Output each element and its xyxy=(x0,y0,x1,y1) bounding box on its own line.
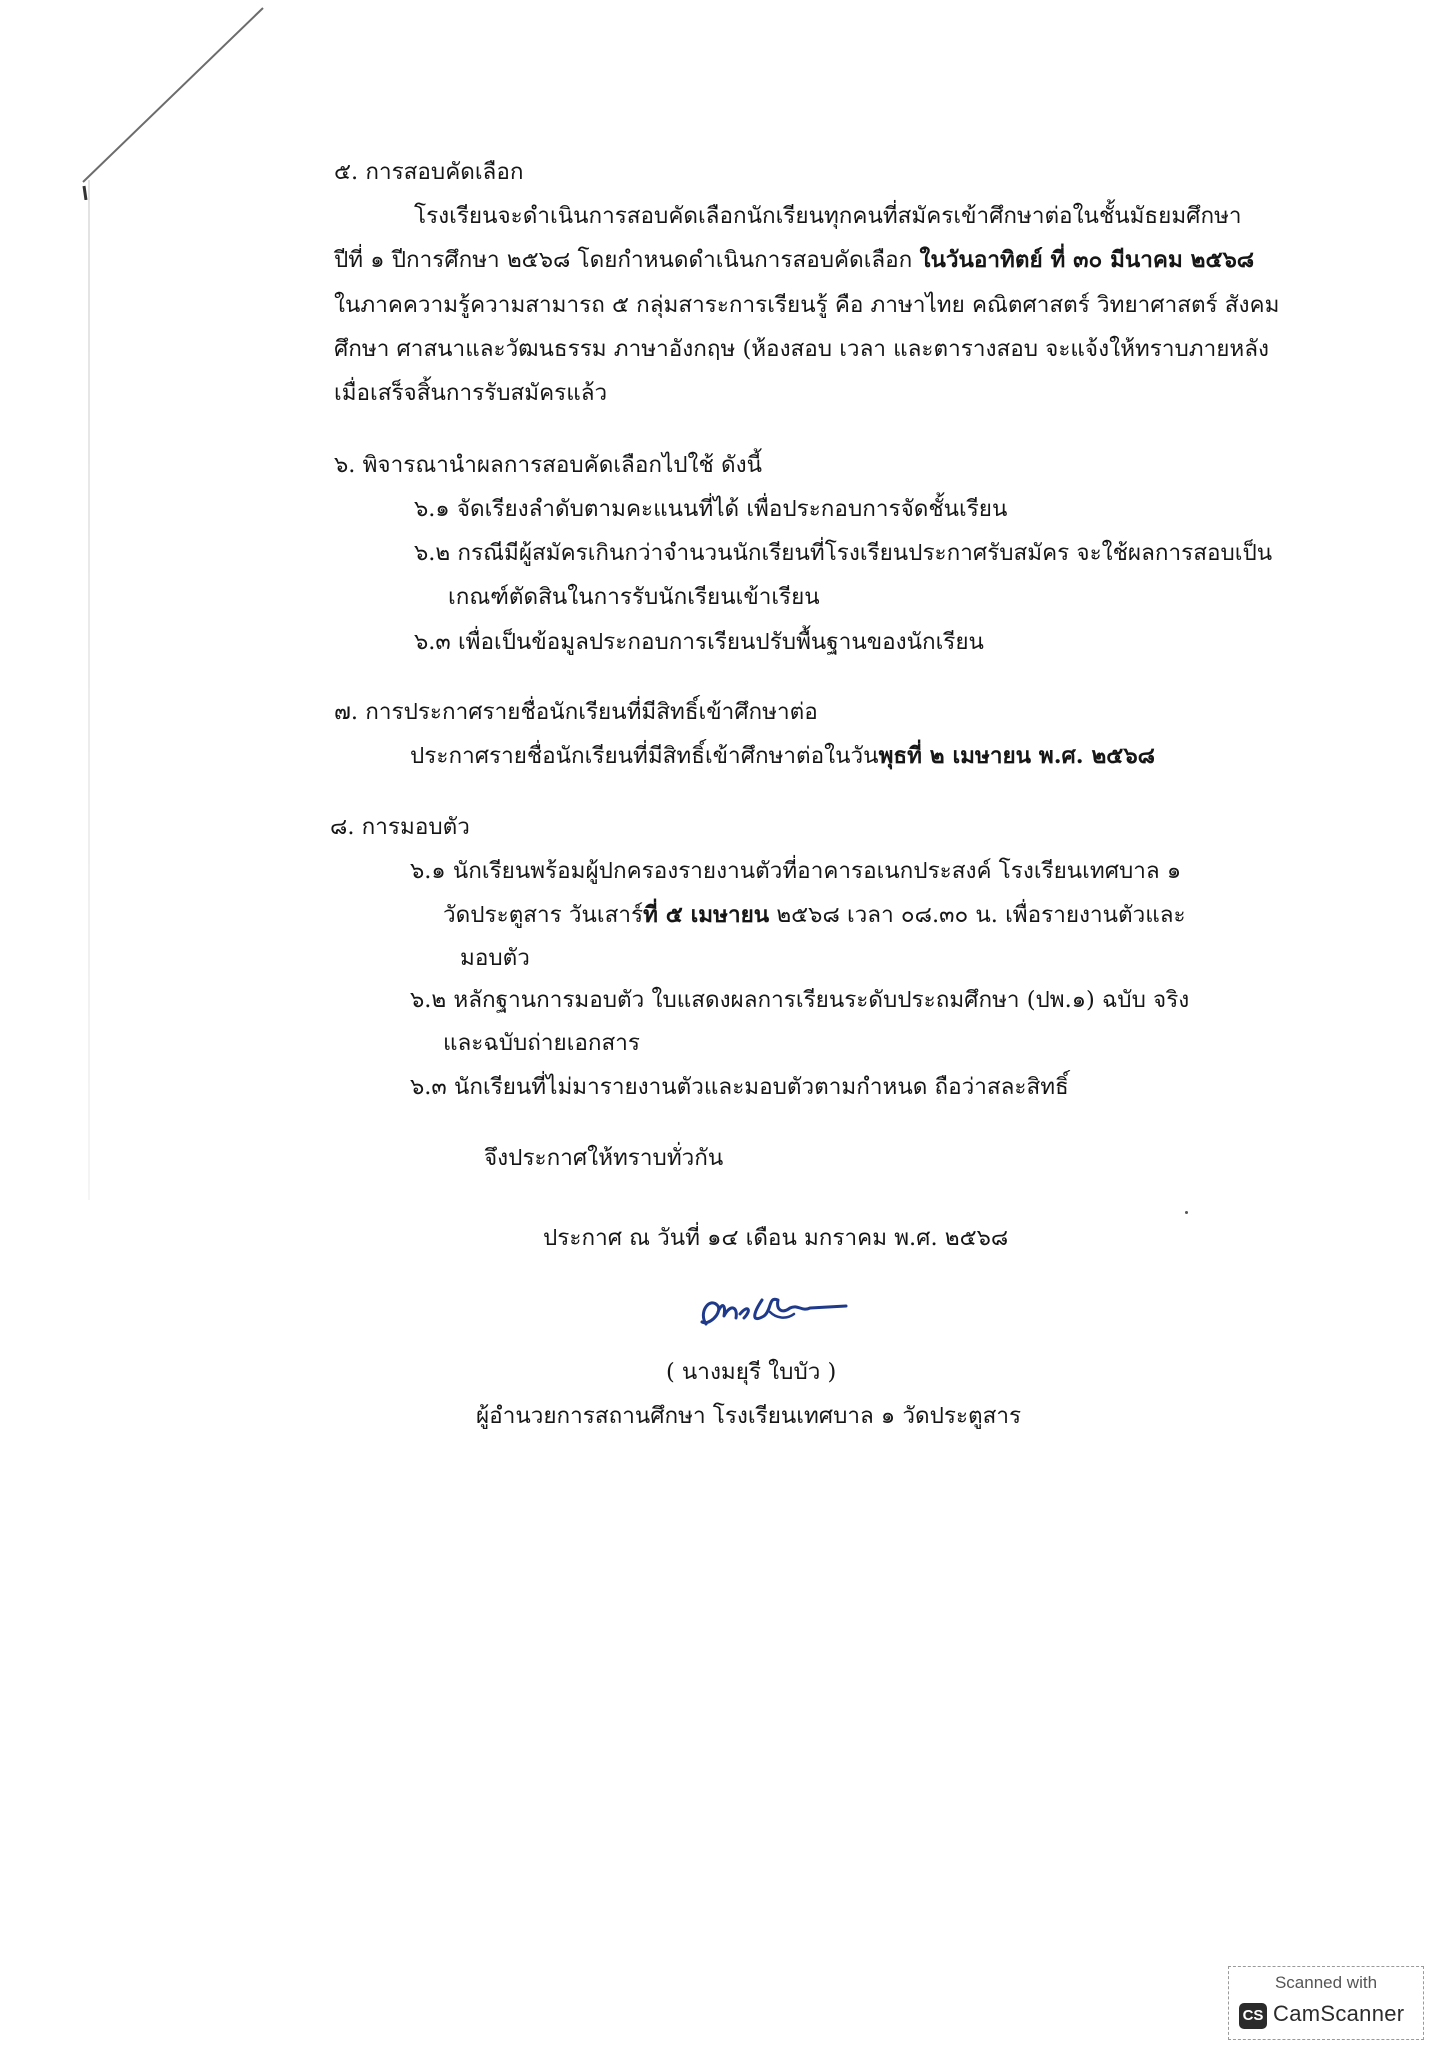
announcement-issue-date: ประกาศ ณ วันที่ ๑๔ เดือน มกราคม พ.ศ. ๒๕๖๘ xyxy=(543,1225,1009,1251)
section-6-item-1: ๖.๑ จัดเรียงลำดับตามคะแนนที่ได้ เพื่อประกอบการจัดชั้นเรียน xyxy=(414,496,1008,522)
scan-speck xyxy=(1185,1211,1188,1214)
section-5-line-2-text: ปีที่ ๑ ปีการศึกษา ๒๕๖๘ โดยกำหนดดำเนินการสอบคัดเลือก xyxy=(334,247,920,273)
section-6-item-2: ๖.๒ กรณีมีผู้สมัครเกินกว่าจำนวนนักเรียนที่โรงเรียนประกาศรับสมัคร จะใช้ผลการสอบเป็น xyxy=(414,540,1273,566)
watermark-brand: CamScanner xyxy=(1273,2001,1405,2026)
watermark-caption: Scanned with xyxy=(1274,1973,1378,1992)
signer-name: ( นางมยุรี ใบบัว ) xyxy=(666,1359,837,1385)
section-5-line-2 xyxy=(334,245,1254,275)
section-5-line-1: โรงเรียนจะดำเนินการสอบคัดเลือกนักเรียนทุกคนที่สมัครเข้าศึกษาต่อในชั้นมัธยมศึกษา xyxy=(414,203,1242,229)
section-6-item-2-cont: เกณฑ์ตัดสินในการรับนักเรียนเข้าเรียน xyxy=(448,584,820,610)
closing-notice: จึงประกาศให้ทราบทั่วกัน xyxy=(484,1145,724,1171)
announcement-date: พุธที่ ๒ เมษายน พ.ศ. ๒๕๖๘ xyxy=(878,743,1155,769)
section-7-body xyxy=(410,741,1155,771)
section-5-heading: ๕. การสอบคัดเลือก xyxy=(334,159,524,185)
section-8-item-1-end: มอบตัว xyxy=(460,945,530,971)
section-8-item-1-time: ๒๕๖๘ เวลา ๐๘.๓๐ น. เพื่อรายงานตัวและ xyxy=(769,902,1186,928)
section-5-line-5: เมื่อเสร็จสิ้นการรับสมัครแล้ว xyxy=(334,380,608,406)
section-8-item-1-cont xyxy=(443,900,1186,930)
section-8-item-1: ๖.๑ นักเรียนพร้อมผู้ปกครองรายงานตัวที่อาคารอเนกประสงค์ โรงเรียนเทศบาล ๑ xyxy=(410,858,1182,884)
camscanner-watermark xyxy=(1228,1966,1424,2040)
exam-date: ในวันอาทิตย์ ที่ ๓๐ มีนาคม ๒๕๖๘ xyxy=(919,247,1255,273)
section-5-line-4: ศึกษา ศาสนาและวัฒนธรรม ภาษาอังกฤษ (ห้องสอบ เวลา และตารางสอบ จะแจ้งให้ทราบภายหลัง xyxy=(334,336,1269,362)
signer-title: ผู้อำนวยการสถานศึกษา โรงเรียนเทศบาล ๑ วัดประตูสาร xyxy=(476,1403,1022,1429)
section-8-item-2: ๖.๒ หลักฐานการมอบตัว ใบแสดงผลการเรียนระดับประถมศึกษา (ปพ.๑) ฉบับ จริง xyxy=(410,987,1190,1013)
section-8-item-3: ๖.๓ นักเรียนที่ไม่มารายงานตัวและมอบตัวตามกำหนด ถือว่าสละสิทธิ์ xyxy=(410,1074,1069,1100)
signature-image xyxy=(678,1282,858,1342)
section-6-item-3: ๖.๓ เพื่อเป็นข้อมูลประกอบการเรียนปรับพื้นฐานของนักเรียน xyxy=(414,629,984,655)
report-date: ที่ ๕ เมษายน xyxy=(643,902,770,928)
camscanner-logo-icon: CS xyxy=(1239,2003,1267,2029)
page-edge-shadow xyxy=(88,180,90,1200)
section-7-heading: ๗. การประกาศรายชื่อนักเรียนที่มีสิทธิ์เข้าศึกษาต่อ xyxy=(334,699,818,725)
section-5-line-3: ในภาคความรู้ความสามารถ ๕ กลุ่มสาระการเรียนรู้ คือ ภาษาไทย คณิตศาสตร์ วิทยาศาสตร์ สังคม xyxy=(334,292,1280,318)
section-8-item-2-cont: และฉบับถ่ายเอกสาร xyxy=(443,1030,640,1056)
section-8-item-1-place: วัดประตูสาร วันเสาร์ xyxy=(443,902,644,928)
section-8-heading: ๘. การมอบตัว xyxy=(330,814,470,840)
section-7-body-text: ประกาศรายชื่อนักเรียนที่มีสิทธิ์เข้าศึกษาต่อในวัน xyxy=(410,743,879,769)
section-6-heading: ๖. พิจารณานำผลการสอบคัดเลือกไปใช้ ดังนี้ xyxy=(334,452,762,478)
folded-corner-crease xyxy=(0,0,300,200)
